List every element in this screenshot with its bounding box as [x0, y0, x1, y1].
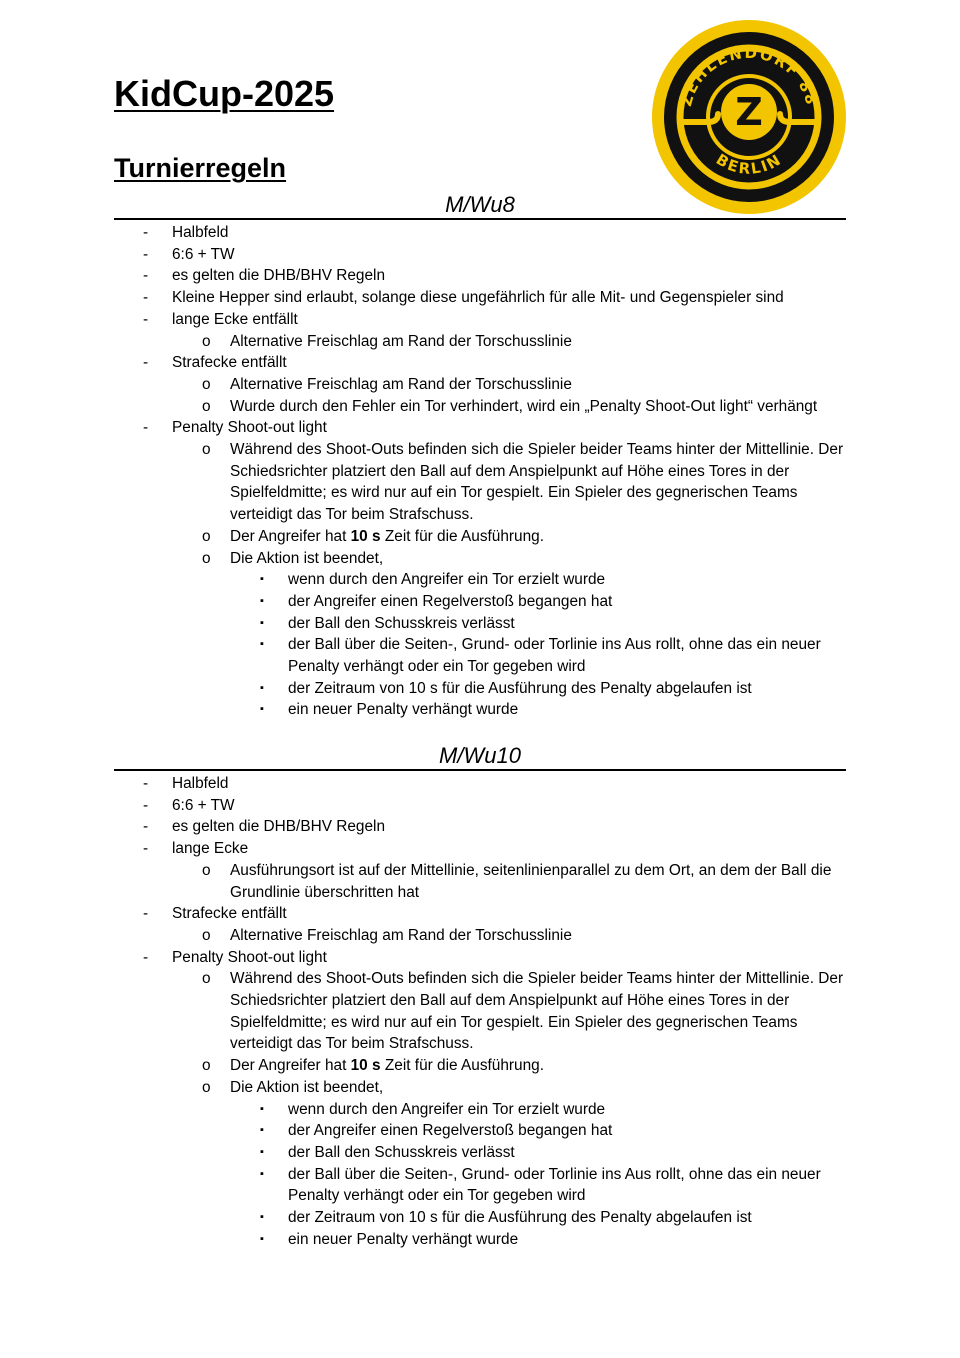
bullet-marker: - — [143, 224, 149, 241]
list-item-text: Penalty Shoot-out light — [172, 419, 327, 437]
list-item-text: Ausführungsort ist auf der Mittellinie, seitenlinienparallel zu dem Ort, an dem der Ball die Grundlinie überschritten hat — [230, 861, 832, 901]
bullet-marker: o — [202, 332, 211, 350]
list-item — [0, 699, 846, 721]
rules-list-wu8 — [0, 222, 960, 721]
list-item — [0, 838, 846, 860]
list-item-text: Zeit für die Ausführung. — [380, 527, 544, 545]
list-item — [0, 352, 846, 374]
list-item — [0, 1207, 846, 1229]
list-item-text: der Ball den Schusskreis verlässt — [288, 614, 515, 632]
document-title: KidCup-2025 — [114, 73, 335, 114]
list-item — [0, 816, 846, 838]
document-subtitle: Turnierregeln — [114, 153, 287, 183]
bullet-marker: o — [202, 397, 211, 415]
list-item-text: der Ball über die Seiten-, Grund- oder Torlinie ins Aus rollt, ohne das ein neuer Penalty verhängt oder ein Tor gegeben wird — [288, 1165, 821, 1205]
list-item-text: Alternative Freischlag am Rand der Torschusslinie — [230, 375, 572, 393]
section-heading-wu8: M/Wu8 — [114, 192, 846, 220]
list-item-text: es gelten die DHB/BHV Regeln — [172, 267, 386, 285]
bullet-marker: - — [143, 840, 149, 858]
bullet-marker: ▪ — [260, 573, 264, 586]
list-item-emphasis: 10 s — [350, 527, 381, 545]
list-item — [0, 678, 846, 700]
list-item-text: Die Aktion ist beendet, — [230, 1078, 384, 1096]
list-item-text: 6:6 + TW — [172, 796, 235, 814]
list-item-text: der Ball den Schusskreis verlässt — [288, 1143, 515, 1161]
bullet-marker: ▪ — [260, 638, 264, 651]
list-item-text: Halbfeld — [172, 775, 229, 792]
list-item — [0, 1164, 846, 1207]
bullet-marker: - — [143, 948, 149, 966]
list-item-text: Strafecke entfällt — [172, 905, 287, 923]
list-item-text: Alternative Freischlag am Rand der Torschusslinie — [230, 926, 572, 944]
list-item-text: Während des Shoot-Outs befinden sich die Spieler beider Teams hinter der Mittellinie. Der Schiedsrichter platziert den Ball auf dem Anspielpunkt auf Höhe eines Tores in der Spielfeldmitte; es wird nur auf ein Tor gespielt. Ein Spieler des gegnerischen Teams verteidigt das Tor beim Strafschuss. — [230, 970, 844, 1053]
list-item-text: Während des Shoot-Outs befinden sich die Spieler beider Teams hinter der Mittellinie. Der Schiedsrichter platziert den Ball auf dem Anspielpunkt auf Höhe eines Tores in der Spielfeldmitte; es wird nur auf ein Tor gespielt. Ein Spieler des gegnerischen Teams verteidigt das Tor beim Strafschuss. — [230, 441, 844, 524]
list-item — [0, 1120, 846, 1142]
bullet-marker: ▪ — [260, 681, 264, 694]
bullet-marker: o — [202, 375, 211, 393]
list-item — [0, 1142, 846, 1164]
list-item-text: Strafecke entfällt — [172, 354, 287, 372]
list-item — [0, 947, 846, 969]
list-item-text: es gelten die DHB/BHV Regeln — [172, 818, 386, 836]
list-item-text: der Angreifer einen Regelverstoß begangen hat — [288, 1122, 613, 1140]
list-item-text: 6:6 + TW — [172, 245, 235, 263]
list-item — [0, 968, 846, 1055]
list-item-text: der Ball über die Seiten-, Grund- oder Torlinie ins Aus rollt, ohne das ein neuer Penalty verhängt oder ein Tor gegeben wird — [288, 636, 821, 676]
list-item-text: der Zeitraum von 10 s für die Ausführung des Penalty abgelaufen ist — [288, 679, 752, 697]
bullet-marker: - — [143, 818, 149, 836]
list-item — [0, 903, 846, 925]
list-item — [0, 548, 846, 570]
bullet-marker: ▪ — [260, 1167, 264, 1180]
bullet-marker: - — [143, 354, 149, 372]
bullet-marker: - — [143, 267, 149, 285]
bullet-marker: o — [202, 861, 211, 879]
list-item-text: lange Ecke — [172, 840, 249, 858]
list-item — [0, 439, 846, 526]
list-item — [0, 1229, 846, 1251]
list-item-text: Der Angreifer hat — [230, 1057, 351, 1075]
bullet-marker: - — [143, 310, 149, 328]
list-item-text: Der Angreifer hat — [230, 527, 351, 545]
bullet-marker: ▪ — [260, 1145, 264, 1158]
list-item-text: Penalty Shoot-out light — [172, 948, 327, 966]
list-item-text: Zeit für die Ausführung. — [380, 1057, 544, 1075]
list-item — [0, 287, 846, 309]
list-item-text: wenn durch den Angreifer ein Tor erzielt wurde — [288, 571, 606, 589]
list-item — [0, 1055, 846, 1077]
logo-letter: Z — [735, 90, 763, 134]
list-item — [0, 1077, 846, 1099]
bullet-marker: o — [202, 1057, 211, 1075]
list-item — [0, 331, 846, 353]
bullet-marker: ▪ — [260, 703, 264, 716]
list-item — [0, 526, 846, 548]
list-item — [0, 773, 846, 795]
list-item-text: Wurde durch den Fehler ein Tor verhindert, wird ein „Penalty Shoot-Out light“ verhängt — [230, 397, 818, 415]
list-item — [0, 1099, 846, 1121]
list-item-text: der Zeitraum von 10 s für die Ausführung des Penalty abgelaufen ist — [288, 1209, 752, 1227]
list-item — [0, 417, 846, 439]
list-item — [0, 309, 846, 331]
list-item — [0, 925, 846, 947]
list-item — [0, 265, 846, 287]
bullet-marker: - — [143, 245, 149, 263]
bullet-marker: ▪ — [260, 616, 264, 629]
logo-text-bottom: BERLIN — [712, 150, 786, 178]
list-item — [0, 860, 846, 903]
list-item — [0, 244, 846, 266]
list-item-text: ein neuer Penalty verhängt wurde — [288, 701, 519, 719]
list-item-text: Alternative Freischlag am Rand der Torschusslinie — [230, 332, 572, 350]
list-item — [0, 374, 846, 396]
bullet-marker: o — [202, 926, 211, 944]
bullet-marker: ▪ — [260, 1232, 264, 1245]
list-item — [0, 613, 846, 635]
bullet-marker: - — [143, 289, 149, 307]
bullet-marker: - — [143, 419, 149, 437]
list-item-text: der Angreifer einen Regelverstoß begangen hat — [288, 592, 613, 610]
section-heading-wu10: M/Wu10 — [114, 743, 846, 771]
list-item-text: Die Aktion ist beendet, — [230, 549, 384, 567]
list-item-text: wenn durch den Angreifer ein Tor erzielt wurde — [288, 1100, 606, 1118]
bullet-marker: ▪ — [260, 594, 264, 607]
bullet-marker: - — [143, 775, 149, 792]
list-item — [0, 795, 846, 817]
list-item — [0, 591, 846, 613]
club-logo — [650, 18, 848, 216]
list-item — [0, 396, 846, 418]
list-item-text: ein neuer Penalty verhängt wurde — [288, 1230, 519, 1248]
list-item-text: Halbfeld — [172, 224, 229, 241]
list-item-text: lange Ecke entfällt — [172, 310, 298, 328]
rules-list-wu10 — [0, 773, 960, 1250]
bullet-marker: o — [202, 441, 211, 459]
bullet-marker: - — [143, 905, 149, 923]
logo-text-top: ZEHLENDORF 88 — [677, 43, 821, 109]
bullet-marker: o — [202, 527, 211, 545]
list-item — [0, 569, 846, 591]
bullet-marker: o — [202, 549, 211, 567]
bullet-marker: ▪ — [260, 1211, 264, 1224]
bullet-marker: ▪ — [260, 1124, 264, 1137]
bullet-marker: ▪ — [260, 1102, 264, 1115]
bullet-marker: - — [143, 796, 149, 814]
list-item — [0, 222, 846, 244]
list-item-emphasis: 10 s — [350, 1057, 381, 1075]
list-item — [0, 634, 846, 677]
list-item-text: Kleine Hepper sind erlaubt, solange diese ungefährlich für alle Mit- und Gegenspieler sind — [172, 289, 784, 307]
bullet-marker: o — [202, 970, 211, 988]
bullet-marker: o — [202, 1078, 211, 1096]
